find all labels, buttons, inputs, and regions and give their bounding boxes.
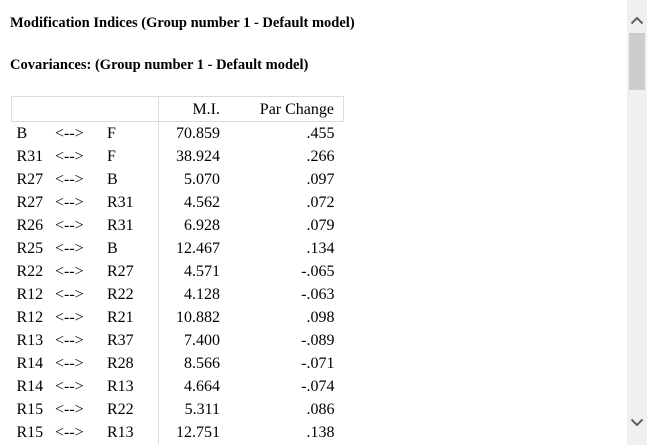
cell-from: R12 xyxy=(16,309,44,326)
cell-mi: 70.859 xyxy=(176,125,220,142)
cell-from: R31 xyxy=(16,148,44,165)
table-row xyxy=(12,214,344,237)
chevron-up-icon xyxy=(630,15,644,25)
cell-to: R13 xyxy=(107,421,159,444)
cell-operator: <--> xyxy=(55,309,84,326)
cell-mi: 4.128 xyxy=(184,286,220,303)
cell-mi: 10.882 xyxy=(176,309,220,326)
table-row xyxy=(12,122,344,146)
table-row xyxy=(12,283,344,306)
cell-to: F xyxy=(107,122,159,146)
scroll-up-button[interactable] xyxy=(627,10,647,30)
cell-mi: 6.928 xyxy=(184,217,220,234)
cell-from: R13 xyxy=(16,332,44,349)
modification-indices-heading: Modification Indices (Group number 1 - Default model) xyxy=(10,15,355,31)
cell-mi: 4.664 xyxy=(184,378,220,395)
cell-par-change: .138 xyxy=(306,424,335,441)
cell-to: R28 xyxy=(107,352,159,375)
cell-from: R15 xyxy=(16,401,44,418)
cell-to: R31 xyxy=(107,214,159,237)
table-row xyxy=(12,375,344,398)
table-row xyxy=(12,191,344,214)
scroll-down-button[interactable] xyxy=(627,413,647,433)
cell-operator: <--> xyxy=(55,148,84,165)
cell-from: R14 xyxy=(16,378,44,395)
column-header-op xyxy=(55,97,107,122)
cell-operator: <--> xyxy=(55,378,84,395)
cell-mi: 7.400 xyxy=(184,332,220,349)
cell-from: R12 xyxy=(16,286,44,303)
cell-operator: <--> xyxy=(55,332,84,349)
cell-mi: 12.751 xyxy=(176,424,220,441)
table-row xyxy=(12,260,344,283)
chevron-down-icon xyxy=(630,418,644,428)
cell-par-change: -.065 xyxy=(301,263,335,280)
cell-from: R22 xyxy=(16,263,44,280)
table-row xyxy=(12,237,344,260)
cell-mi: 5.311 xyxy=(184,401,220,418)
table-row xyxy=(12,145,344,168)
cell-from: R27 xyxy=(16,171,44,188)
cell-operator: <--> xyxy=(55,424,84,441)
covariances-heading: Covariances: (Group number 1 - Default model) xyxy=(10,57,309,73)
table-row xyxy=(12,421,344,444)
cell-to: F xyxy=(107,145,159,168)
table-row xyxy=(12,398,344,421)
cell-operator: <--> xyxy=(55,286,84,303)
table-row xyxy=(12,168,344,191)
cell-par-change: -.071 xyxy=(301,355,335,372)
cell-operator: <--> xyxy=(55,401,84,418)
column-header-to xyxy=(107,97,159,122)
scrollbar-thumb[interactable] xyxy=(629,33,645,90)
cell-par-change: -.089 xyxy=(301,332,335,349)
cell-operator: <--> xyxy=(55,217,84,234)
cell-to: R13 xyxy=(107,375,159,398)
cell-from: R26 xyxy=(16,217,44,234)
modification-indices-table xyxy=(11,96,344,444)
cell-to: R22 xyxy=(107,283,159,306)
cell-to: R22 xyxy=(107,398,159,421)
cell-par-change: .072 xyxy=(306,194,335,211)
cell-mi: 12.467 xyxy=(176,240,220,257)
cell-par-change: .134 xyxy=(306,240,335,257)
cell-to: R37 xyxy=(107,329,159,352)
cell-par-change: -.063 xyxy=(301,286,335,303)
cell-operator: <--> xyxy=(55,125,84,142)
cell-par-change: .098 xyxy=(306,309,335,326)
column-header-mi: M.I. xyxy=(159,97,226,122)
column-header-from xyxy=(12,97,56,122)
cell-to: B xyxy=(107,237,159,260)
cell-operator: <--> xyxy=(55,240,84,257)
cell-mi: 38.924 xyxy=(176,148,220,165)
cell-mi: 5.070 xyxy=(184,171,220,188)
cell-operator: <--> xyxy=(55,194,84,211)
cell-operator: <--> xyxy=(55,263,84,280)
cell-par-change: .086 xyxy=(306,401,335,418)
column-header-par-change: Par Change xyxy=(225,97,344,122)
cell-to: R31 xyxy=(107,191,159,214)
cell-par-change: .079 xyxy=(306,217,335,234)
cell-mi: 4.571 xyxy=(184,263,220,280)
cell-par-change: .266 xyxy=(306,148,335,165)
table-row xyxy=(12,306,344,329)
cell-from: B xyxy=(16,125,28,142)
cell-to: R21 xyxy=(107,306,159,329)
cell-operator: <--> xyxy=(55,171,84,188)
cell-operator: <--> xyxy=(55,355,84,372)
cell-from: R27 xyxy=(16,194,44,211)
cell-mi: 8.566 xyxy=(184,355,220,372)
cell-from: R14 xyxy=(16,355,44,372)
cell-to: R27 xyxy=(107,260,159,283)
cell-from: R25 xyxy=(16,240,44,257)
table-row xyxy=(12,329,344,352)
cell-mi: 4.562 xyxy=(184,194,220,211)
cell-par-change: -.074 xyxy=(301,378,335,395)
cell-par-change: .455 xyxy=(306,125,335,142)
cell-to: B xyxy=(107,168,159,191)
table-header-row xyxy=(12,97,344,122)
cell-from: R15 xyxy=(16,424,44,441)
table-row xyxy=(12,352,344,375)
cell-par-change: .097 xyxy=(306,171,335,188)
vertical-scrollbar[interactable] xyxy=(627,0,647,445)
